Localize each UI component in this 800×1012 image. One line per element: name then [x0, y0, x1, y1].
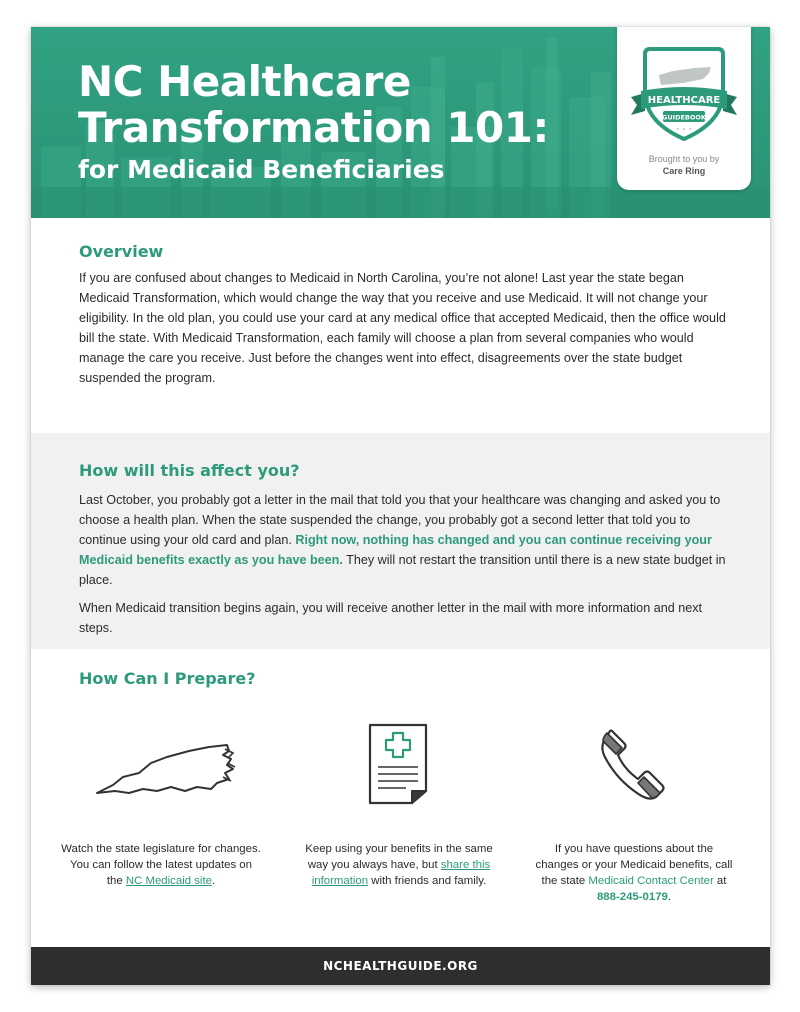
footer-url[interactable]: NCHEALTHGUIDE.ORG [31, 947, 770, 985]
header-banner [31, 27, 770, 218]
nc-map-icon [93, 733, 241, 805]
brought-by-label: Brought to you by [648, 154, 720, 164]
healthcare-guidebook-badge [617, 27, 751, 190]
affect-highlight: Right now, nothing has changed and you can continue receiving your Medicaid benefits exactly as you have been. [79, 533, 712, 567]
prepare-section [31, 649, 770, 947]
medical-document-icon [366, 721, 430, 807]
guidebook-logo-icon [623, 37, 745, 147]
title-line-2: Transformation 101: [78, 103, 549, 152]
main-title [78, 59, 549, 151]
affect-text-end: They will not restart the transition until there is a new state budget in place. [79, 553, 726, 587]
affect-heading: How will this affect you? [79, 461, 300, 480]
benefits-text: Keep using your benefits in the same way you always have, but [305, 843, 493, 871]
title-line-1: NC Healthcare [78, 57, 411, 106]
overview-text: If you are confused about changes to Medicaid in North Carolina, you’re not alone! Last year the state began Medicaid Transformation, which would change the way that you receive and use Medicaid. It will not change your eligibility. In the old plan, you could use your card at any medical office that accepted Medicaid, then the office would bill the state. With Medicaid Transformation, each family will choose a plan from several companies who would manage the care you receive. Just before the changes went into effect, disagreements over the state budget suspended the program. [79, 271, 726, 385]
questions-text-mid: at [713, 875, 727, 887]
logo-text-top: HEALTHCARE [647, 95, 721, 106]
overview-heading: Overview [79, 242, 164, 261]
questions-text-end: . [667, 891, 672, 903]
prepare-item-legislature-text [61, 841, 261, 889]
flyer-page [31, 27, 770, 985]
share-information-link[interactable]: share this information [311, 859, 491, 887]
organization-name: Care Ring [662, 166, 706, 176]
affect-section [31, 433, 770, 649]
subtitle: for Medicaid Beneficiaries [78, 155, 445, 184]
affect-paragraph-1 [79, 490, 729, 590]
prepare-item-questions-text [534, 841, 734, 905]
affect-text-start: Last October, you probably got a letter in the mail that told you that your healthcare was changing and asked you to choose a health plan. When the state suspended the change, you probably got a second letter that told you to continue using your old card and plan. [79, 493, 721, 547]
medicaid-contact-center-link[interactable]: Medicaid Contact Center [588, 875, 714, 887]
affect-paragraph-2: When Medicaid transition begins again, you will receive another letter in the mail with more information and next steps. [79, 601, 703, 635]
legislature-text: Watch the state legislature for changes. You can follow the latest updates on the [61, 843, 261, 887]
nc-medicaid-site-link[interactable]: NC Medicaid site [125, 875, 212, 887]
prepare-item-benefits-text [299, 841, 499, 889]
phone-icon [598, 723, 678, 803]
legislature-text-end: . [211, 875, 216, 887]
questions-text: If you have questions about the changes or your Medicaid benefits, call the state [535, 843, 733, 887]
logo-text-bottom: GUIDEBOOK [662, 113, 706, 122]
prepare-heading: How Can I Prepare? [79, 669, 256, 688]
benefits-text-end: with friends and family. [368, 875, 487, 887]
overview-section [31, 218, 770, 433]
contact-phone-number[interactable]: 888-245-0179 [596, 891, 668, 903]
